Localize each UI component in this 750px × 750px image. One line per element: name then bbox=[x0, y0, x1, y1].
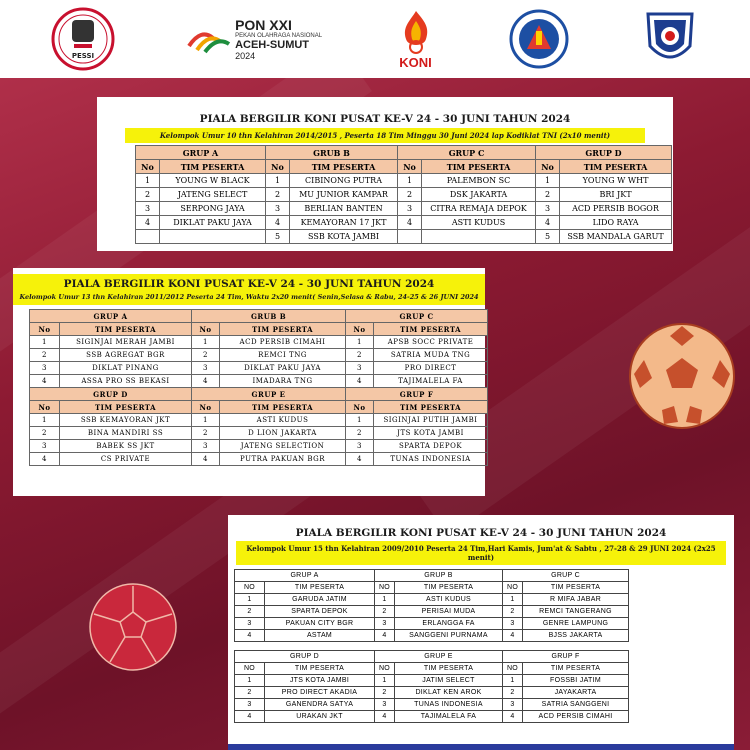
column-header-no: NO bbox=[375, 663, 395, 675]
team-name: SPARTA DEPOK bbox=[265, 606, 375, 618]
pssi-logo bbox=[640, 4, 700, 74]
team-name: SATRIA SANGGENI bbox=[523, 699, 629, 711]
groups-table-u13 bbox=[29, 309, 488, 466]
team-number: 3 bbox=[235, 699, 265, 711]
team-name: PRO DIRECT AKADIA bbox=[265, 687, 375, 699]
team-name: APSB SOCC PRIVATE bbox=[374, 336, 488, 349]
column-header-no: No bbox=[192, 401, 220, 414]
group-header: GRUP B bbox=[375, 570, 503, 582]
team-number: 4 bbox=[346, 375, 374, 388]
team-number bbox=[136, 230, 160, 244]
team-number: 4 bbox=[235, 711, 265, 723]
column-header-no: No bbox=[346, 401, 374, 414]
team-name: IMADARA TNG bbox=[220, 375, 346, 388]
team-name: SSB KOTA JAMBI bbox=[290, 230, 398, 244]
team-number: 1 bbox=[503, 594, 523, 606]
group-header: GRUP A bbox=[235, 570, 375, 582]
team-number: 1 bbox=[375, 675, 395, 687]
team-name: BINA MANDIRI SS bbox=[60, 427, 192, 440]
team-name: JTS KOTA JAMBI bbox=[265, 675, 375, 687]
column-header-team: TIM PESERTA bbox=[422, 160, 536, 174]
team-name: SIGINJAI PUTIH JAMBI bbox=[374, 414, 488, 427]
column-header-no: No bbox=[30, 323, 60, 336]
column-header-team: TIM PESERTA bbox=[374, 401, 488, 414]
column-header-team: TIM PESERTA bbox=[290, 160, 398, 174]
team-number: 2 bbox=[30, 349, 60, 362]
table-row bbox=[30, 362, 488, 375]
koni-label: KONI bbox=[399, 54, 432, 70]
column-header-no: NO bbox=[503, 582, 523, 594]
team-name: ASTAM bbox=[265, 630, 375, 642]
team-name: YOUNG W WHT bbox=[560, 174, 672, 188]
subtitle-band bbox=[236, 541, 726, 565]
team-number: 1 bbox=[346, 336, 374, 349]
team-name: PAKUAN CITY BGR bbox=[265, 618, 375, 630]
table-row bbox=[235, 606, 629, 618]
team-number: 2 bbox=[503, 606, 523, 618]
table-row bbox=[30, 453, 488, 466]
team-number: 1 bbox=[30, 414, 60, 427]
pon-logo bbox=[187, 4, 322, 74]
team-number: 2 bbox=[235, 606, 265, 618]
team-number: 2 bbox=[266, 188, 290, 202]
team-name: CIBINONG PUTRA bbox=[290, 174, 398, 188]
team-name: BJSS JAKARTA bbox=[523, 630, 629, 642]
team-number: 1 bbox=[192, 414, 220, 427]
team-name: DIKLAT PINANG bbox=[60, 362, 192, 375]
team-number: 2 bbox=[192, 349, 220, 362]
team-name: JATIM SELECT bbox=[395, 675, 503, 687]
team-number: 1 bbox=[136, 174, 160, 188]
column-header-no: No bbox=[266, 160, 290, 174]
team-number: 2 bbox=[235, 687, 265, 699]
table-row bbox=[235, 618, 629, 630]
column-header-no: NO bbox=[235, 582, 265, 594]
team-name: SSB AGREGAT BGR bbox=[60, 349, 192, 362]
team-number: 4 bbox=[30, 375, 60, 388]
team-number: 4 bbox=[192, 453, 220, 466]
team-number: 4 bbox=[136, 216, 160, 230]
team-number: 3 bbox=[503, 699, 523, 711]
team-number: 4 bbox=[536, 216, 560, 230]
team-name: DIKLAT PAKU JAYA bbox=[160, 216, 266, 230]
card-subtitle: Kelompok Umur 10 thn Kelahiran 2014/2015 , Peserta 18 Tim Minggu 30 Juni 2024 lap Kodiklat TNI (2x10 menit) bbox=[159, 131, 611, 140]
column-header-team: TIM PESERTA bbox=[160, 160, 266, 174]
koni-flame-icon bbox=[394, 9, 438, 55]
groups-table-u10 bbox=[135, 145, 672, 244]
pessi-emblem-icon bbox=[50, 6, 116, 72]
column-header-no: No bbox=[346, 323, 374, 336]
team-number: 5 bbox=[266, 230, 290, 244]
team-number: 1 bbox=[398, 174, 422, 188]
team-name: ACD PERSIB BOGOR bbox=[560, 202, 672, 216]
team-number: 3 bbox=[375, 618, 395, 630]
team-name: TAJIMALELA FA bbox=[395, 711, 503, 723]
team-name: SATRIA MUDA TNG bbox=[374, 349, 488, 362]
footer-band bbox=[228, 744, 734, 750]
team-number: 1 bbox=[192, 336, 220, 349]
koni-logo bbox=[394, 4, 438, 74]
card-title: PIALA BERGILIR KONI PUSAT KE-V 24 - 30 JUNI TAHUN 2024 bbox=[63, 278, 435, 290]
team-number: 1 bbox=[266, 174, 290, 188]
table-row bbox=[136, 216, 672, 230]
schedule-card-u10 bbox=[97, 97, 673, 251]
team-name: SSB KEMAYORAN JKT bbox=[60, 414, 192, 427]
team-number: 3 bbox=[136, 202, 160, 216]
team-name: ASTI KUDUS bbox=[395, 594, 503, 606]
team-number: 2 bbox=[503, 687, 523, 699]
groups-table-u15-top bbox=[234, 569, 629, 642]
column-header-team: TIM PESERTA bbox=[395, 582, 503, 594]
team-name: BRI JKT bbox=[560, 188, 672, 202]
pon-region: ACEH-SUMUT bbox=[235, 38, 310, 51]
team-name: REMCI TANGERANG bbox=[523, 606, 629, 618]
team-name: ACD PERSIB CIMAHI bbox=[220, 336, 346, 349]
team-number: 4 bbox=[235, 630, 265, 642]
column-header-no: No bbox=[398, 160, 422, 174]
team-number: 1 bbox=[346, 414, 374, 427]
team-number: 2 bbox=[192, 427, 220, 440]
group-header: GRUP C bbox=[398, 146, 536, 160]
table-row bbox=[235, 594, 629, 606]
column-header-no: No bbox=[536, 160, 560, 174]
team-name: ASTI KUDUS bbox=[220, 414, 346, 427]
column-header-no: No bbox=[192, 323, 220, 336]
kemenpora-logo bbox=[509, 4, 569, 74]
team-number: 3 bbox=[346, 440, 374, 453]
team-number bbox=[398, 230, 422, 244]
team-number: 1 bbox=[30, 336, 60, 349]
column-header-no: NO bbox=[375, 582, 395, 594]
team-name: FOSSBI JATIM bbox=[523, 675, 629, 687]
team-number: 4 bbox=[398, 216, 422, 230]
group-header: GRUP E bbox=[192, 388, 346, 401]
team-name: PALEMBON SC bbox=[422, 174, 536, 188]
team-name: BERLIAN BANTEN bbox=[290, 202, 398, 216]
schedule-card-u15 bbox=[228, 515, 734, 750]
team-number: 4 bbox=[266, 216, 290, 230]
column-header-no: No bbox=[30, 401, 60, 414]
table-row bbox=[30, 336, 488, 349]
subtitle-band bbox=[125, 128, 645, 143]
team-number: 4 bbox=[346, 453, 374, 466]
team-number: 3 bbox=[375, 699, 395, 711]
team-number: 2 bbox=[375, 687, 395, 699]
column-header-team: TIM PESERTA bbox=[523, 582, 629, 594]
team-number: 3 bbox=[30, 362, 60, 375]
team-name: DSK JAKARTA bbox=[422, 188, 536, 202]
team-number: 1 bbox=[235, 675, 265, 687]
schedule-card-u13 bbox=[13, 268, 485, 496]
pssi-emblem-icon bbox=[640, 6, 700, 72]
team-name: TAJIMALELA FA bbox=[374, 375, 488, 388]
group-header: GRUP C bbox=[503, 570, 629, 582]
team-name: DIKLAT KEN AROK bbox=[395, 687, 503, 699]
team-name: ACD PERSIB CIMAHI bbox=[523, 711, 629, 723]
team-name: GANENDRA SATYA bbox=[265, 699, 375, 711]
group-header: GRUP F bbox=[503, 651, 629, 663]
column-header-team: TIM PESERTA bbox=[560, 160, 672, 174]
kemenpora-emblem-icon bbox=[509, 9, 569, 69]
team-name: GENRE LAMPUNG bbox=[523, 618, 629, 630]
groups-table-u15-bottom bbox=[234, 650, 629, 723]
team-name: PUTRA PAKUAN BGR bbox=[220, 453, 346, 466]
team-number: 2 bbox=[136, 188, 160, 202]
pon-swoosh-icon bbox=[187, 24, 231, 54]
team-name: URAKAN JKT bbox=[265, 711, 375, 723]
team-number: 3 bbox=[235, 618, 265, 630]
pessi-logo bbox=[50, 4, 116, 74]
team-name: SSB MANDALA GARUT bbox=[560, 230, 672, 244]
team-number: 3 bbox=[503, 618, 523, 630]
team-number: 3 bbox=[266, 202, 290, 216]
team-number: 2 bbox=[30, 427, 60, 440]
team-number: 2 bbox=[398, 188, 422, 202]
team-name: PRO DIRECT bbox=[374, 362, 488, 375]
column-header-team: TIM PESERTA bbox=[395, 663, 503, 675]
table-row bbox=[136, 188, 672, 202]
team-name: TUNAS INDONESIA bbox=[374, 453, 488, 466]
logo-bar bbox=[0, 0, 750, 78]
card-title: PIALA BERGILIR KONI PUSAT KE-V 24 - 30 JUNI TAHUN 2024 bbox=[199, 113, 571, 125]
team-name: LIDO RAYA bbox=[560, 216, 672, 230]
column-header-team: TIM PESERTA bbox=[60, 401, 192, 414]
team-number: 4 bbox=[503, 711, 523, 723]
card-subtitle: Kelompok Umur 15 thn Kelahiran 2009/2010 Peserta 24 Tim,Hari Kamis, Jum'at & Sabtu , 27-28 & 29 JUNI 2024 (2x25 menit) bbox=[246, 544, 716, 562]
team-number: 1 bbox=[536, 174, 560, 188]
column-header-team: TIM PESERTA bbox=[374, 323, 488, 336]
pon-year: 2024 bbox=[235, 50, 256, 61]
table-row bbox=[235, 630, 629, 642]
column-header-no: NO bbox=[503, 663, 523, 675]
pon-title: PON XXI bbox=[235, 16, 292, 33]
team-name: DIKLAT PAKU JAYA bbox=[220, 362, 346, 375]
team-number: 3 bbox=[398, 202, 422, 216]
table-row bbox=[136, 174, 672, 188]
column-header-no: NO bbox=[235, 663, 265, 675]
table-row bbox=[30, 349, 488, 362]
column-header-team: TIM PESERTA bbox=[60, 323, 192, 336]
team-number: 3 bbox=[192, 440, 220, 453]
column-header-team: TIM PESERTA bbox=[220, 323, 346, 336]
team-number: 4 bbox=[375, 711, 395, 723]
soccer-ball-icon bbox=[628, 322, 736, 430]
team-name: CITRA REMAJA DEPOK bbox=[422, 202, 536, 216]
team-name: MU JUNIOR KAMPAR bbox=[290, 188, 398, 202]
team-name: JTS KOTA JAMBI bbox=[374, 427, 488, 440]
group-header: GRUP A bbox=[136, 146, 266, 160]
team-name: YOUNG W BLACK bbox=[160, 174, 266, 188]
svg-text:PESSI: PESSI bbox=[71, 52, 94, 60]
team-name: BABEK SS JKT bbox=[60, 440, 192, 453]
group-header: GRUP C bbox=[346, 310, 488, 323]
card-title: PIALA BERGILIR KONI PUSAT KE-V 24 - 30 JUNI TAHUN 2024 bbox=[295, 527, 667, 539]
team-number: 1 bbox=[503, 675, 523, 687]
team-name: R MIFA JABAR bbox=[523, 594, 629, 606]
table-row bbox=[136, 202, 672, 216]
column-header-team: TIM PESERTA bbox=[220, 401, 346, 414]
team-number: 3 bbox=[536, 202, 560, 216]
team-name: SANGGENI PURNAMA bbox=[395, 630, 503, 642]
table-row bbox=[235, 687, 629, 699]
team-number: 5 bbox=[536, 230, 560, 244]
title-band bbox=[13, 274, 485, 305]
group-header: GRUP D bbox=[235, 651, 375, 663]
team-name: REMCI TNG bbox=[220, 349, 346, 362]
team-name: SPARTA DEPOK bbox=[374, 440, 488, 453]
table-row bbox=[30, 375, 488, 388]
team-name: JAYAKARTA bbox=[523, 687, 629, 699]
team-name: D LION JAKARTA bbox=[220, 427, 346, 440]
team-name: GARUDA JATIM bbox=[265, 594, 375, 606]
team-number: 3 bbox=[30, 440, 60, 453]
team-name: JATENG SELECT bbox=[160, 188, 266, 202]
team-name: ASTI KUDUS bbox=[422, 216, 536, 230]
group-header: GRUB B bbox=[266, 146, 398, 160]
soccer-ball-icon bbox=[88, 582, 178, 672]
team-name bbox=[160, 230, 266, 244]
group-header: GRUP E bbox=[375, 651, 503, 663]
table-row bbox=[235, 675, 629, 687]
team-name: CS PRIVATE bbox=[60, 453, 192, 466]
team-name: TUNAS INDONESIA bbox=[395, 699, 503, 711]
team-name: KEMAYORAN 17 JKT bbox=[290, 216, 398, 230]
column-header-no: No bbox=[136, 160, 160, 174]
team-number: 3 bbox=[192, 362, 220, 375]
group-header: GRUP D bbox=[30, 388, 192, 401]
table-row bbox=[30, 440, 488, 453]
team-number: 2 bbox=[536, 188, 560, 202]
team-number: 3 bbox=[346, 362, 374, 375]
team-number: 1 bbox=[375, 594, 395, 606]
team-name: SERPONG JAYA bbox=[160, 202, 266, 216]
card-subtitle: Kelompok Umur 13 thn Kelahiran 2011/2012 Peserta 24 Tim, Waktu 2x20 menit( Senin,Selasa & Rabu, 24-25 & 26 JUNI 2024 bbox=[19, 293, 479, 301]
team-number: 4 bbox=[192, 375, 220, 388]
team-name: JATENG SELECTION bbox=[220, 440, 346, 453]
team-name: SIGINJAI MERAH JAMBI bbox=[60, 336, 192, 349]
group-header: GRUP D bbox=[536, 146, 672, 160]
column-header-team: TIM PESERTA bbox=[265, 582, 375, 594]
team-number: 4 bbox=[375, 630, 395, 642]
team-number: 4 bbox=[30, 453, 60, 466]
team-number: 1 bbox=[235, 594, 265, 606]
column-header-team: TIM PESERTA bbox=[523, 663, 629, 675]
team-name: ASSA PRO SS BEKASI bbox=[60, 375, 192, 388]
group-header: GRUB B bbox=[192, 310, 346, 323]
team-number: 4 bbox=[503, 630, 523, 642]
table-row bbox=[30, 414, 488, 427]
team-name bbox=[422, 230, 536, 244]
team-number: 2 bbox=[346, 427, 374, 440]
team-number: 2 bbox=[346, 349, 374, 362]
table-row bbox=[235, 699, 629, 711]
team-name: PERISAI MUDA bbox=[395, 606, 503, 618]
team-number: 2 bbox=[375, 606, 395, 618]
table-row bbox=[136, 230, 672, 244]
group-header: GRUP F bbox=[346, 388, 488, 401]
column-header-team: TIM PESERTA bbox=[265, 663, 375, 675]
pon-sub: PEKAN OLAHRAGA NASIONAL bbox=[235, 32, 323, 39]
table-row bbox=[30, 427, 488, 440]
group-header: GRUP A bbox=[30, 310, 192, 323]
table-row bbox=[235, 711, 629, 723]
team-name: ERLANGGA FA bbox=[395, 618, 503, 630]
